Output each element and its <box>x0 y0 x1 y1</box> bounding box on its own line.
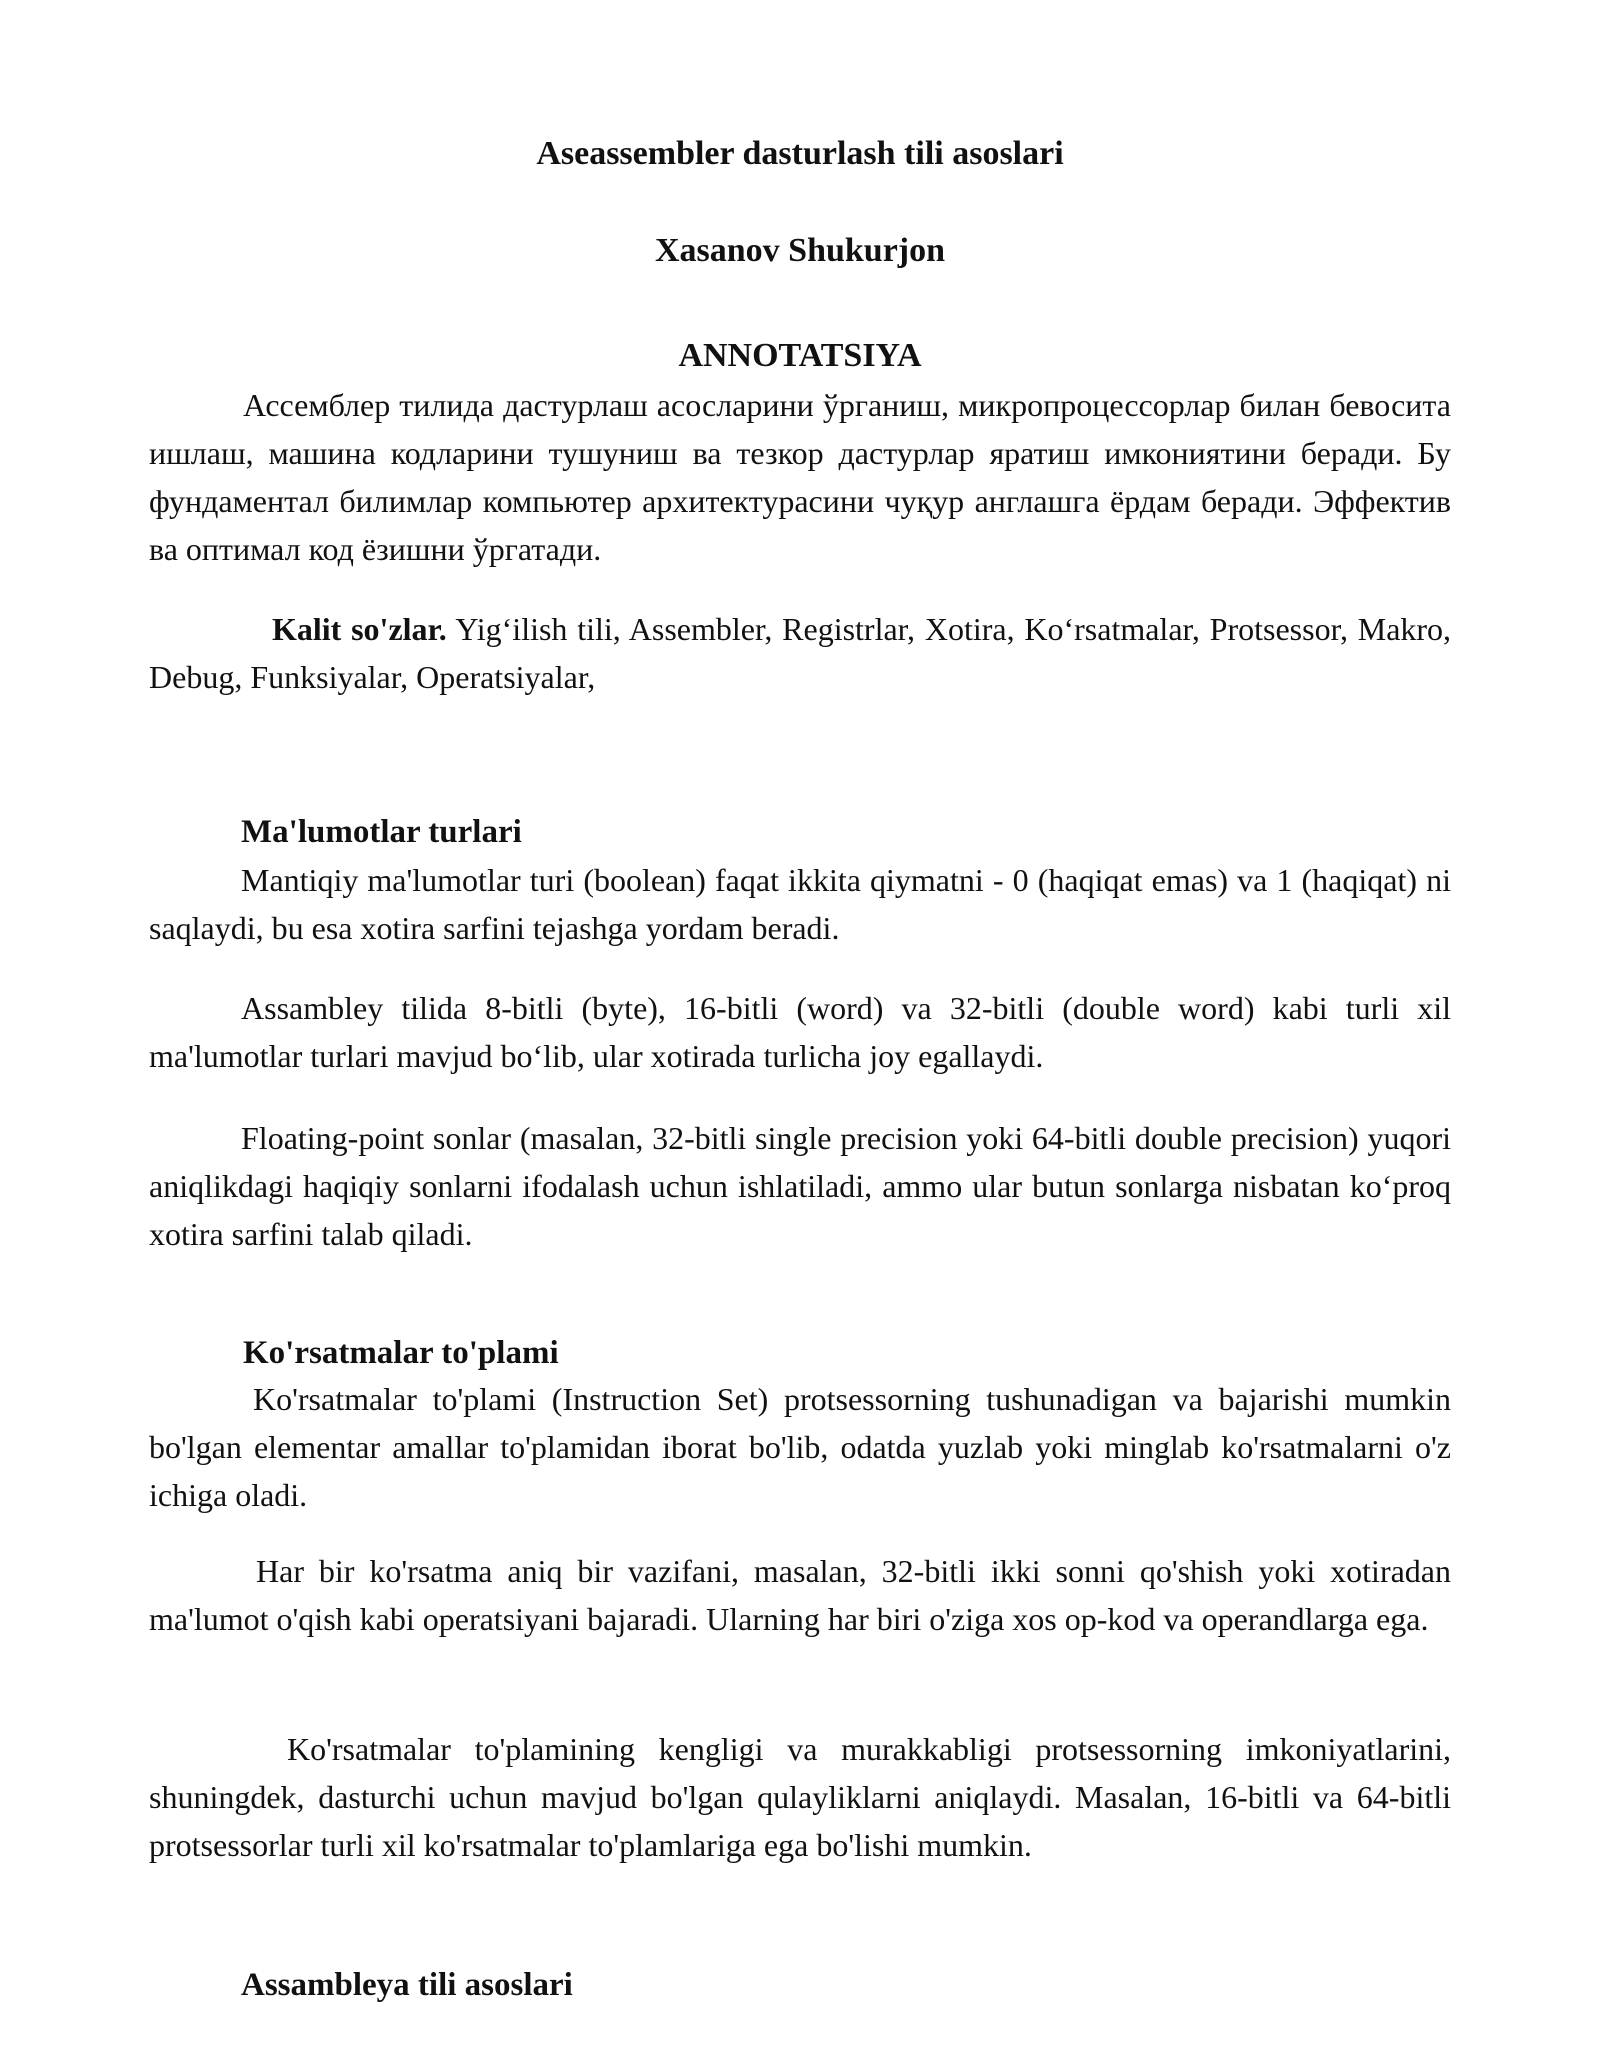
keyword-item: Debug, <box>149 659 243 695</box>
section-paragraph: Ko'rsatmalar to'plamining kengligi va murakkabligi protsessorning imkoniyatlarini, shuningdek, dasturchi uchun mavjud bo'lgan qulayliklarni aniqlaydi. Masalan, 16-bitli va 64-bitli protsessorlar turli xil ko'rsatmalar to'plamlariga ega bo'lishi mumkin. <box>149 1731 1451 1863</box>
keyword-item: Funksiyalar, <box>250 659 409 695</box>
annotation-heading: ANNOTATSIYA <box>678 337 922 374</box>
keyword-item: Xotira, <box>924 611 1015 647</box>
section-heading-data-types: Ma'lumotlar turlari <box>241 814 522 850</box>
section-heading-instruction-set: Ko'rsatmalar to'plami <box>243 1335 559 1371</box>
annotation-paragraph: Ассемблер тилида дастурлаш асосларини ўрганиш, микропроцессорлар билан бевосита ишлаш, машина кодларини тушуниш ва тезкор дастурлар яратиш имкониятини беради. Бу фундаментал билимлар компьютер архитектурасини чуқур англашга ёрдам беради. Эффектив ва оптимал код ёзишни ўргатади. <box>149 387 1451 567</box>
section-paragraph: Mantiqiy ma'lumotlar turi (boolean) faqat ikkita qiymatni - 0 (haqiqat emas) va 1 (haqiqat) ni saqlaydi, bu esa xotira sarfini tejashga yordam beradi. <box>149 862 1451 946</box>
keyword-item: Registrlar, <box>782 611 916 647</box>
keyword-item: Ko‘rsatmalar, <box>1024 611 1200 647</box>
keyword-item: Yig‘ilish tili, <box>455 611 621 647</box>
keywords-paragraph <box>149 605 1451 701</box>
section-paragraph: Floating-point sonlar (masalan, 32-bitli single precision yoki 64-bitli double precision) yuqori aniqlikdagi haqiqiy sonlarni ifodalash uchun ishlatiladi, ammo ular butun sonlarga nisbatan ko‘proq xotira sarfini talab qiladi. <box>149 1120 1451 1252</box>
keyword-item: Protsessor, <box>1209 611 1348 647</box>
keyword-item: Operatsiyalar, <box>416 659 596 695</box>
section-paragraph: Ko'rsatmalar to'plami (Instruction Set) protsessorning tushunadigan va bajarishi mumkin bo'lgan elementar amallar to'plamidan iborat bo'lib, odatda yuzlab yoki minglab ko'rsatmalarni o'z ichiga oladi. <box>149 1381 1451 1513</box>
section-paragraph: Assambley tilida 8-bitli (byte), 16-bitli (word) va 32-bitli (double word) kabi turli xil ma'lumotlar turlari mavjud bo‘lib, ular xotirada turlicha joy egallaydi. <box>149 990 1451 1074</box>
keyword-item: Assembler, <box>628 611 773 647</box>
document-title: Aseassembler dasturlash tili asoslari <box>536 135 1064 172</box>
keywords-label: Kalit so'zlar. <box>272 611 447 647</box>
section-heading-assembly-basics: Assambleya tili asoslari <box>241 1967 573 2003</box>
section-paragraph: Har bir ko'rsatma aniq bir vazifani, masalan, 32-bitli ikki sonni qo'shish yoki xotiradan ma'lumot o'qish kabi operatsiyani bajaradi. Ularning har biri o'ziga xos op-kod va operandlarga ega. <box>149 1553 1451 1637</box>
keyword-item: Makro, <box>1357 611 1452 647</box>
document-author: Xasanov Shukurjon <box>654 232 946 269</box>
